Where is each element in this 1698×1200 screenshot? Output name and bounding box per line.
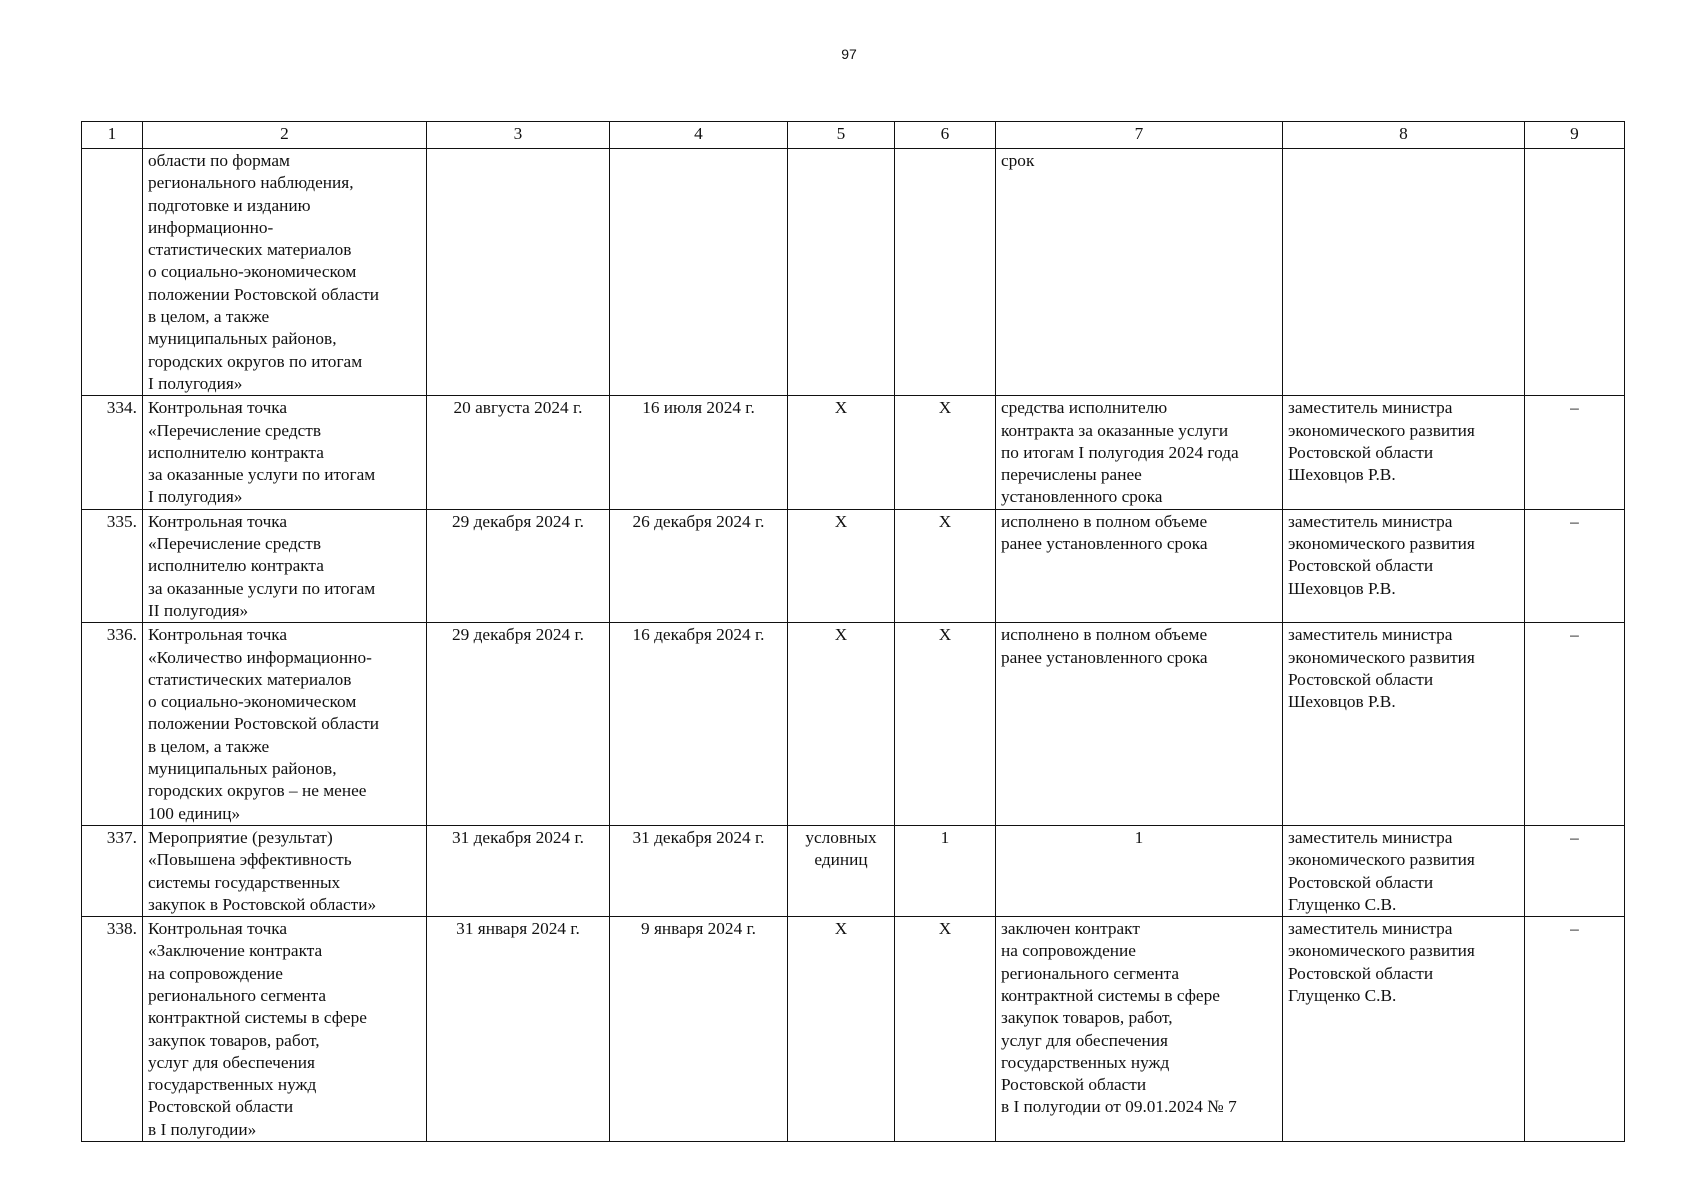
cell-result: срок bbox=[996, 149, 1283, 396]
cell-fact-date: 31 декабря 2024 г. bbox=[610, 825, 788, 916]
cell-plan-date: 31 декабря 2024 г. bbox=[427, 825, 610, 916]
cell-name: области по формам регионального наблюдения, подготовке и изданию информационно- статистических материалов о социально-экономическом положении Ростовской области в целом, а также муниципальных районов, городских округов по итогам I полугодия» bbox=[143, 149, 427, 396]
cell-note: – bbox=[1525, 825, 1625, 916]
cell-plan-date: 29 декабря 2024 г. bbox=[427, 623, 610, 826]
cell-note: – bbox=[1525, 917, 1625, 1142]
cell-note: – bbox=[1525, 396, 1625, 509]
cell-plan-date bbox=[427, 149, 610, 396]
cell-unit: X bbox=[788, 396, 895, 509]
cell-result: средства исполнителю контракта за оказанные услуги по итогам I полугодия 2024 года перечислены ранее установленного срока bbox=[996, 396, 1283, 509]
header-cell-3: 3 bbox=[427, 122, 610, 149]
cell-name: Контрольная точка «Количество информационно- статистических материалов о социально-экономическом положении Ростовской области в целом, а также муниципальных районов, городских округов – не менее 100 единиц» bbox=[143, 623, 427, 826]
table-row-336 bbox=[82, 623, 1625, 826]
report-table bbox=[81, 121, 1625, 1142]
cell-name: Контрольная точка «Перечисление средств исполнителю контракта за оказанные услуги по итогам I полугодия» bbox=[143, 396, 427, 509]
cell-plan-value: X bbox=[895, 623, 996, 826]
header-cell-2: 2 bbox=[143, 122, 427, 149]
cell-plan-value bbox=[895, 149, 996, 396]
cell-num: 336. bbox=[82, 623, 143, 826]
cell-plan-date: 29 декабря 2024 г. bbox=[427, 509, 610, 622]
header-row bbox=[82, 122, 1625, 149]
table-row-334 bbox=[82, 396, 1625, 509]
cell-note: – bbox=[1525, 623, 1625, 826]
cell-unit: условных единиц bbox=[788, 825, 895, 916]
cell-num: 334. bbox=[82, 396, 143, 509]
table-row-335 bbox=[82, 509, 1625, 622]
cell-result: заключен контракт на сопровождение регионального сегмента контрактной системы в сфере закупок товаров, работ, услуг для обеспечения государственных нужд Ростовской области в I полугодии от 09.01.2024 № 7 bbox=[996, 917, 1283, 1142]
cell-result: 1 bbox=[996, 825, 1283, 916]
cell-num bbox=[82, 149, 143, 396]
cell-note: – bbox=[1525, 509, 1625, 622]
cell-plan-date: 20 августа 2024 г. bbox=[427, 396, 610, 509]
page-number: 97 bbox=[841, 46, 857, 62]
cell-fact-date: 16 июля 2024 г. bbox=[610, 396, 788, 509]
table-row-continuation bbox=[82, 149, 1625, 396]
cell-unit bbox=[788, 149, 895, 396]
cell-responsible: заместитель министра экономического развития Ростовской области Глущенко С.В. bbox=[1283, 917, 1525, 1142]
header-cell-4: 4 bbox=[610, 122, 788, 149]
header-cell-5: 5 bbox=[788, 122, 895, 149]
cell-responsible: заместитель министра экономического развития Ростовской области Шеховцов Р.В. bbox=[1283, 509, 1525, 622]
cell-plan-value: X bbox=[895, 396, 996, 509]
cell-plan-value: X bbox=[895, 917, 996, 1142]
cell-unit: X bbox=[788, 623, 895, 826]
cell-name: Мероприятие (результат) «Повышена эффективность системы государственных закупок в Ростовской области» bbox=[143, 825, 427, 916]
cell-name: Контрольная точка «Перечисление средств исполнителю контракта за оказанные услуги по итогам II полугодия» bbox=[143, 509, 427, 622]
cell-name: Контрольная точка «Заключение контракта на сопровождение регионального сегмента контрактной системы в сфере закупок товаров, работ, услуг для обеспечения государственных нужд Ростовской области в I полугодии» bbox=[143, 917, 427, 1142]
cell-fact-date: 9 января 2024 г. bbox=[610, 917, 788, 1142]
cell-responsible: заместитель министра экономического развития Ростовской области Шеховцов Р.В. bbox=[1283, 623, 1525, 826]
cell-note bbox=[1525, 149, 1625, 396]
cell-result: исполнено в полном объеме ранее установленного срока bbox=[996, 509, 1283, 622]
cell-num: 338. bbox=[82, 917, 143, 1142]
header-cell-9: 9 bbox=[1525, 122, 1625, 149]
cell-plan-value: 1 bbox=[895, 825, 996, 916]
table-row-338 bbox=[82, 917, 1625, 1142]
cell-fact-date: 16 декабря 2024 г. bbox=[610, 623, 788, 826]
cell-num: 337. bbox=[82, 825, 143, 916]
header-cell-8: 8 bbox=[1283, 122, 1525, 149]
cell-result: исполнено в полном объеме ранее установленного срока bbox=[996, 623, 1283, 826]
cell-fact-date bbox=[610, 149, 788, 396]
header-cell-6: 6 bbox=[895, 122, 996, 149]
cell-fact-date: 26 декабря 2024 г. bbox=[610, 509, 788, 622]
cell-plan-date: 31 января 2024 г. bbox=[427, 917, 610, 1142]
cell-unit: X bbox=[788, 917, 895, 1142]
cell-unit: X bbox=[788, 509, 895, 622]
cell-num: 335. bbox=[82, 509, 143, 622]
header-cell-1: 1 bbox=[82, 122, 143, 149]
cell-responsible bbox=[1283, 149, 1525, 396]
cell-responsible: заместитель министра экономического развития Ростовской области Шеховцов Р.В. bbox=[1283, 396, 1525, 509]
cell-responsible: заместитель министра экономического развития Ростовской области Глущенко С.В. bbox=[1283, 825, 1525, 916]
cell-plan-value: X bbox=[895, 509, 996, 622]
header-cell-7: 7 bbox=[996, 122, 1283, 149]
table-row-337 bbox=[82, 825, 1625, 916]
